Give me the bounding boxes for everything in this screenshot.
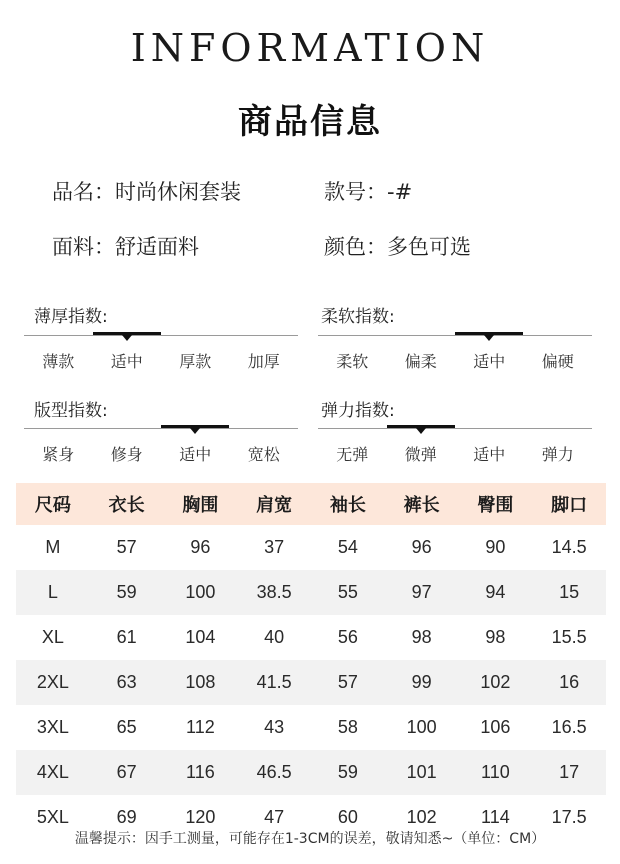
- table-cell: 61: [116, 627, 137, 647]
- index-scale-thickness: [24, 332, 298, 392]
- info-product-name: 品名：时尚休闲套装: [52, 180, 241, 204]
- scale-option: 适中: [473, 445, 506, 464]
- table-cell: 59: [311, 750, 385, 795]
- scale-pointer: [484, 335, 494, 341]
- column-header-chest: 胸围: [164, 483, 238, 525]
- scale-option: 偏硬: [541, 352, 574, 371]
- table-cell: 101: [385, 750, 459, 795]
- scale-pointer: [122, 335, 132, 341]
- scale-line: [318, 335, 592, 336]
- scale-option: 适中: [179, 445, 212, 464]
- table-cell: 63: [90, 660, 164, 705]
- table-cell: 110: [459, 750, 533, 795]
- table-cell: 46.5: [237, 750, 311, 795]
- table-cell: 98: [411, 627, 432, 647]
- table-cell: 108: [164, 660, 238, 705]
- scale-line: [24, 335, 298, 336]
- column-header-pants-length: 裤长: [385, 483, 459, 525]
- table-cell: 106: [480, 717, 511, 737]
- index-title-fit: 版型指数:: [34, 401, 108, 421]
- scale-pointer: [416, 428, 426, 434]
- table-cell: 102: [406, 807, 437, 827]
- table-cell: 96: [411, 537, 432, 557]
- column-header-sleeve: 袖长: [311, 483, 385, 525]
- table-cell: 67: [90, 750, 164, 795]
- scale-option: 适中: [110, 352, 143, 371]
- size-table-body: [16, 525, 606, 840]
- size-table: [16, 483, 606, 840]
- table-cell: 2XL: [16, 660, 90, 705]
- table-cell: 60: [337, 807, 358, 827]
- scale-option: 宽松: [247, 445, 280, 464]
- table-cell: 54: [337, 537, 358, 557]
- table-cell: 4XL: [16, 750, 90, 795]
- table-cell: 15.5: [551, 627, 587, 647]
- header-english: INFORMATION: [130, 26, 490, 70]
- scale-option: 紧身: [42, 445, 75, 464]
- table-cell: 100: [406, 717, 437, 737]
- scale-option: 无弹: [336, 445, 369, 464]
- table-cell: 99: [385, 660, 459, 705]
- scale-line: [24, 428, 298, 429]
- measurement-note: 温馨提示：因手工测量，可能存在1-3CM的误差，敬请知悉~（单位：CM）: [74, 831, 546, 847]
- table-cell: 114: [481, 807, 510, 827]
- column-header-hip: 臀围: [459, 483, 533, 525]
- table-cell: 120: [185, 807, 216, 827]
- table-cell: 57: [116, 537, 137, 557]
- table-cell: 55: [311, 570, 385, 615]
- table-cell: 94: [459, 570, 533, 615]
- scale-pointer: [190, 428, 200, 434]
- column-header-length: 衣长: [90, 483, 164, 525]
- table-cell: 16: [532, 660, 606, 705]
- info-fabric: 面料：舒适面料: [52, 235, 199, 259]
- table-row: [16, 660, 606, 705]
- scale-line: [318, 428, 592, 429]
- table-cell: 37: [264, 537, 285, 557]
- info-style-number: 款号：-#: [324, 180, 413, 204]
- table-cell: 100: [164, 570, 238, 615]
- table-cell: 98: [485, 627, 506, 647]
- scale-option: 适中: [473, 352, 506, 371]
- table-cell: 43: [264, 717, 285, 737]
- scale-option: 弹力: [541, 445, 574, 464]
- header-chinese: 商品信息: [238, 102, 382, 142]
- table-row: [16, 705, 606, 750]
- scale-option: 薄款: [42, 352, 75, 371]
- table-cell: 14.5: [551, 537, 587, 557]
- scale-option: 微弹: [404, 445, 437, 464]
- scale-option: 偏柔: [404, 352, 437, 371]
- table-cell: 96: [190, 537, 211, 557]
- table-cell: 38.5: [237, 570, 311, 615]
- table-cell: 16.5: [551, 717, 587, 737]
- table-cell: 69: [116, 807, 137, 827]
- table-cell: 58: [337, 717, 358, 737]
- scale-option: 加厚: [247, 352, 280, 371]
- scale-option: 修身: [110, 445, 143, 464]
- table-row: [16, 750, 606, 795]
- table-cell: 102: [459, 660, 533, 705]
- table-row: [16, 525, 606, 570]
- index-title-elasticity: 弹力指数:: [321, 401, 395, 421]
- table-cell: 116: [164, 750, 238, 795]
- table-cell: 17.5: [551, 807, 587, 827]
- table-row: [16, 615, 606, 660]
- table-cell: 112: [186, 717, 215, 737]
- table-cell: 97: [385, 570, 459, 615]
- table-row: [16, 570, 606, 615]
- scale-option: 柔软: [336, 352, 369, 371]
- table-cell: 17: [532, 750, 606, 795]
- column-header-shoulder: 肩宽: [237, 483, 311, 525]
- index-scale-fit: [24, 425, 298, 485]
- info-color: 颜色：多色可选: [324, 235, 471, 259]
- table-cell: 57: [311, 660, 385, 705]
- table-cell: 3XL: [36, 717, 69, 737]
- table-cell: 104: [185, 627, 216, 647]
- table-cell: M: [45, 537, 61, 557]
- table-cell: L: [16, 570, 90, 615]
- index-scale-elasticity: [318, 425, 592, 485]
- table-cell: XL: [41, 627, 64, 647]
- table-cell: 47: [264, 807, 285, 827]
- table-cell: 40: [264, 627, 285, 647]
- index-scale-softness: [318, 332, 592, 392]
- index-title-softness: 柔软指数:: [321, 307, 395, 327]
- table-cell: 65: [116, 717, 137, 737]
- table-cell: 59: [90, 570, 164, 615]
- column-header-hem: 脚口: [532, 483, 606, 525]
- table-cell: 41.5: [237, 660, 311, 705]
- column-header-size: 尺码: [16, 483, 90, 525]
- table-cell: 5XL: [36, 807, 69, 827]
- table-cell: 56: [337, 627, 358, 647]
- scale-option: 厚款: [179, 352, 212, 371]
- index-title-thickness: 薄厚指数:: [34, 307, 108, 327]
- size-table-header-row: [16, 483, 606, 525]
- table-cell: 90: [485, 537, 506, 557]
- table-cell: 15: [532, 570, 606, 615]
